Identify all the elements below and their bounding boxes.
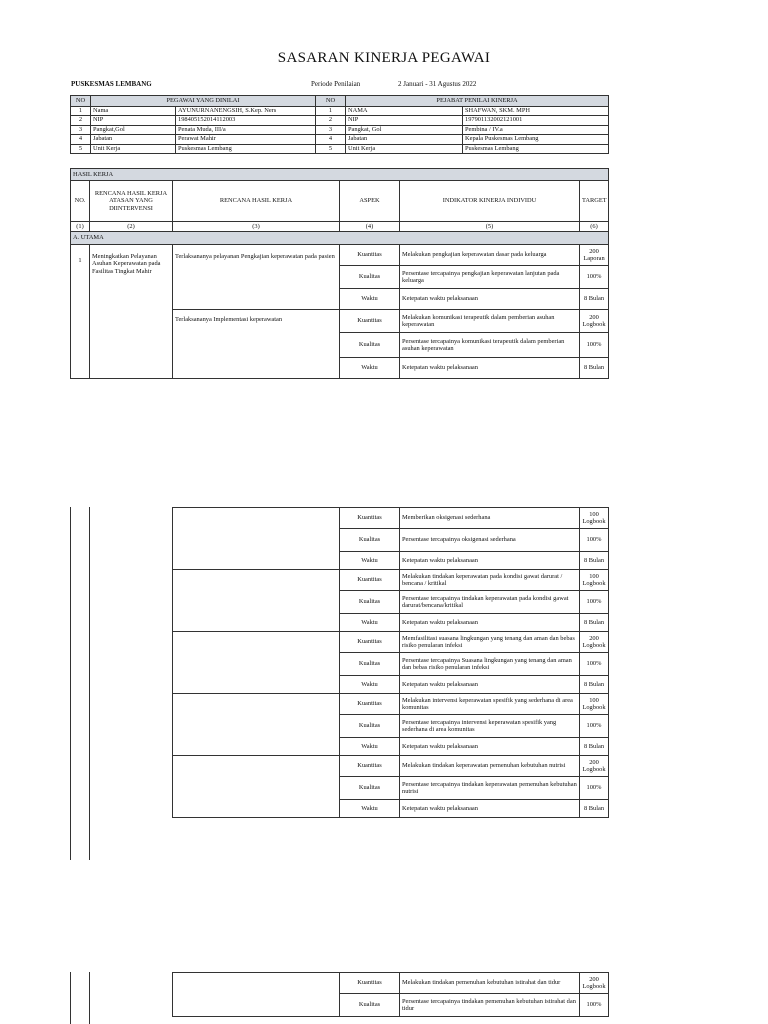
row-value: Puskesmas Lembang bbox=[176, 144, 316, 153]
row-label-2: Unit Kerja bbox=[346, 144, 463, 153]
row-value-2: Puskesmas Lembang bbox=[463, 144, 609, 153]
row-no: 1 bbox=[71, 107, 91, 116]
indikator-cell: Persentase tercapainya tindakan pemenuhan kebutuhan istirahat dan tidur bbox=[400, 994, 580, 1017]
indikator-cell: Melakukan tindakan keperawatan pemenuhan kebutuhan nutrisi bbox=[400, 756, 580, 777]
document-title: SASARAN KINERJA PEGAWAI bbox=[277, 50, 491, 66]
col-header-rhk: RENCANA HASIL KERJA bbox=[173, 181, 340, 222]
aspek-cell: Kuantitas bbox=[340, 756, 400, 777]
header-pejabat-penilai: PEJABAT PENILAI KINERJA bbox=[346, 96, 609, 107]
row-no-2: 3 bbox=[316, 125, 346, 134]
indikator-cell: Persentase tercapainya oksigenasi sederhana bbox=[400, 529, 580, 552]
target-cell: 100% bbox=[580, 529, 609, 552]
aspek-cell: Kuantitas bbox=[340, 245, 400, 266]
identity-row bbox=[71, 135, 609, 144]
hasil-kerja-table bbox=[70, 168, 609, 379]
section-hasil-kerja: HASIL KERJA bbox=[71, 169, 609, 181]
hasil-kerja-row bbox=[71, 245, 609, 266]
aspek-cell: Waktu bbox=[340, 289, 400, 310]
aspek-cell: Waktu bbox=[340, 738, 400, 756]
aspek-cell: Waktu bbox=[340, 676, 400, 694]
indikator-cell: Melakukan tindakan pemenuhan kebutuhan istirahat dan tidur bbox=[400, 973, 580, 994]
target-cell: 100 Logbook bbox=[580, 694, 609, 715]
row-no: 2 bbox=[71, 116, 91, 125]
col-number: (4) bbox=[340, 222, 400, 232]
aspek-cell: Kuantitas bbox=[340, 570, 400, 591]
organization-name: PUSKESMAS LEMBANG bbox=[71, 80, 152, 88]
target-cell: 8 Bulan bbox=[580, 552, 609, 570]
indikator-cell: Memberikan oksigenasi sederhana bbox=[400, 508, 580, 529]
identity-row bbox=[71, 116, 609, 125]
aspek-cell: Waktu bbox=[340, 552, 400, 570]
header-no-2: NO bbox=[316, 96, 346, 107]
aspek-cell: Waktu bbox=[340, 614, 400, 632]
header-pegawai-dinilai: PEGAWAI YANG DINILAI bbox=[91, 96, 316, 107]
aspek-cell: Kualitas bbox=[340, 994, 400, 1017]
row-no: 5 bbox=[71, 144, 91, 153]
indikator-cell: Ketepatan waktu pelaksanaan bbox=[400, 738, 580, 756]
rhk-plan-empty bbox=[173, 570, 340, 632]
target-cell: 100% bbox=[580, 994, 609, 1017]
aspek-cell: Kuantitas bbox=[340, 973, 400, 994]
page2-col-divider bbox=[89, 507, 90, 860]
target-cell: 8 Bulan bbox=[580, 800, 609, 818]
col-number: (2) bbox=[90, 222, 173, 232]
aspek-cell: Waktu bbox=[340, 358, 400, 379]
aspek-cell: Kualitas bbox=[340, 591, 400, 614]
row-value: 198405152014112003 bbox=[176, 116, 316, 125]
aspek-cell: Kuantitas bbox=[340, 508, 400, 529]
row-value-2: 197901132002121001 bbox=[463, 116, 609, 125]
target-cell: 200 Logbook bbox=[580, 632, 609, 653]
item-no: 1 bbox=[71, 245, 90, 379]
target-cell: 8 Bulan bbox=[580, 738, 609, 756]
row-value-2: Pembina / IV.a bbox=[463, 125, 609, 134]
row-label: NIP bbox=[91, 116, 176, 125]
page3-left-border bbox=[70, 972, 71, 1024]
period-value: 2 Januari - 31 Agustus 2022 bbox=[398, 80, 477, 88]
row-label-2: Jabatan bbox=[346, 135, 463, 144]
col-number: (1) bbox=[71, 222, 90, 232]
target-cell: 100% bbox=[580, 653, 609, 676]
rhk-plan-empty bbox=[173, 508, 340, 570]
col-header-indikator: INDIKATOR KINERJA INDIVIDU bbox=[400, 181, 580, 222]
rhk-plan: Terlaksananya pelayanan Pengkajian keperawatan pada pasien bbox=[173, 245, 340, 310]
target-cell: 8 Bulan bbox=[580, 289, 609, 310]
rhk-plan-empty bbox=[173, 756, 340, 818]
row-no-2: 5 bbox=[316, 144, 346, 153]
page2-left-border bbox=[70, 507, 71, 860]
aspek-cell: Kualitas bbox=[340, 333, 400, 358]
row-no-2: 1 bbox=[316, 107, 346, 116]
indikator-cell: Persentase tercapainya komunikasi terapeutik dalam pemberian asuhan keperawatan bbox=[400, 333, 580, 358]
row-value: Penata Muda, III/a bbox=[176, 125, 316, 134]
indikator-cell: Melakukan pengkajian keperawatan dasar pada keluarga bbox=[400, 245, 580, 266]
indicator-row bbox=[173, 756, 609, 777]
target-cell: 100% bbox=[580, 591, 609, 614]
indikator-cell: Ketepatan waktu pelaksanaan bbox=[400, 800, 580, 818]
aspek-cell: Kualitas bbox=[340, 777, 400, 800]
rhk-atasan: Meningkatkan Pelayanan Asuhan Keperawatan pada Fasilitas Tingkat Mahir bbox=[90, 245, 173, 379]
target-cell: 8 Bulan bbox=[580, 676, 609, 694]
indikator-cell: Ketepatan waktu pelaksanaan bbox=[400, 358, 580, 379]
target-cell: 200 Logbook bbox=[580, 310, 609, 333]
aspek-cell: Kualitas bbox=[340, 266, 400, 289]
indikator-cell: Ketepatan waktu pelaksanaan bbox=[400, 676, 580, 694]
page2-table bbox=[172, 507, 609, 818]
indikator-cell: Ketepatan waktu pelaksanaan bbox=[400, 614, 580, 632]
target-cell: 100% bbox=[580, 777, 609, 800]
group-utama: A. UTAMA bbox=[71, 232, 609, 245]
indicator-row bbox=[173, 632, 609, 653]
row-no-2: 4 bbox=[316, 135, 346, 144]
indicator-row bbox=[173, 694, 609, 715]
target-cell: 200 Logbook bbox=[580, 756, 609, 777]
aspek-cell: Waktu bbox=[340, 800, 400, 818]
col-number: (6) bbox=[580, 222, 609, 232]
indikator-cell: Melakukan tindakan keperawatan pada kondisi gawat darurat / bencana / kritikal bbox=[400, 570, 580, 591]
row-no: 3 bbox=[71, 125, 91, 134]
row-no: 4 bbox=[71, 135, 91, 144]
row-value-2: SHAFWAN, SKM. MPH bbox=[463, 107, 609, 116]
aspek-cell: Kualitas bbox=[340, 529, 400, 552]
target-cell: 100 Logbook bbox=[580, 570, 609, 591]
indikator-cell: Persentase tercapainya Suasana lingkungan yang tenang dan aman dan bebas risiko penularan infeksi bbox=[400, 653, 580, 676]
col-header-aspek: ASPEK bbox=[340, 181, 400, 222]
indicator-row bbox=[173, 973, 609, 994]
rhk-plan-empty bbox=[173, 694, 340, 756]
indikator-cell: Persentase tercapainya intervensi keperawatan spesifik yang sederhana di area komunitas bbox=[400, 715, 580, 738]
identity-row bbox=[71, 125, 609, 134]
row-label-2: NIP bbox=[346, 116, 463, 125]
col-number: (3) bbox=[173, 222, 340, 232]
rhk-plan: Terlaksananya Implementasi keperawatan bbox=[173, 310, 340, 379]
col-header-target: TARGET bbox=[580, 181, 609, 222]
aspek-cell: Kuantitas bbox=[340, 632, 400, 653]
row-value: Perawat Mahir bbox=[176, 135, 316, 144]
page3-col-divider bbox=[89, 972, 90, 1024]
identity-row bbox=[71, 144, 609, 153]
target-cell: 200 Laporan bbox=[580, 245, 609, 266]
row-no-2: 2 bbox=[316, 116, 346, 125]
rhk-plan-empty bbox=[173, 632, 340, 694]
col-header-rhk-atasan: RENCANA HASIL KERJA ATASAN YANG DIINTERVENSI bbox=[90, 181, 173, 222]
indikator-cell: Ketepatan waktu pelaksanaan bbox=[400, 289, 580, 310]
aspek-cell: Kuantitas bbox=[340, 694, 400, 715]
target-cell: 100 Logbook bbox=[580, 508, 609, 529]
header-no: NO bbox=[71, 96, 91, 107]
indikator-cell: Persentase tercapainya pengkajian keperawatan lanjutan pada keluarga bbox=[400, 266, 580, 289]
indikator-cell: Melakukan komunikasi terapeutik dalam pemberian asuhan keperawatan bbox=[400, 310, 580, 333]
target-cell: 8 Bulan bbox=[580, 614, 609, 632]
target-cell: 100% bbox=[580, 333, 609, 358]
target-cell: 8 Bulan bbox=[580, 358, 609, 379]
row-label: Pangkat,Gol bbox=[91, 125, 176, 134]
row-value-2: Kepala Puskesmas Lembang bbox=[463, 135, 609, 144]
col-number: (5) bbox=[400, 222, 580, 232]
col-header-no: NO. bbox=[71, 181, 90, 222]
row-label: Nama bbox=[91, 107, 176, 116]
period-label: Periode Penilaian bbox=[311, 80, 361, 88]
row-label-2: NAMA bbox=[346, 107, 463, 116]
target-cell: 100% bbox=[580, 266, 609, 289]
aspek-cell: Kualitas bbox=[340, 653, 400, 676]
row-label-2: Pangkat, Gol bbox=[346, 125, 463, 134]
aspek-cell: Kuantitas bbox=[340, 310, 400, 333]
indicator-row bbox=[173, 570, 609, 591]
indikator-cell: Memfasilitasi suasana lingkungan yang tenang dan aman dan bebas risiko penularan infeksi bbox=[400, 632, 580, 653]
indikator-cell: Persentase tercapainya tindakan keperawatan pada kondisi gawat darurat/bencana/kritikal bbox=[400, 591, 580, 614]
target-cell: 100% bbox=[580, 715, 609, 738]
indikator-cell: Melakukan intervensi keperawatan spesifik yang sederhana di area komunitas bbox=[400, 694, 580, 715]
row-value: AYUNURNANENGSIH, S.Kep. Ners bbox=[176, 107, 316, 116]
indicator-row bbox=[173, 508, 609, 529]
identity-row bbox=[71, 107, 609, 116]
indikator-cell: Ketepatan waktu pelaksanaan bbox=[400, 552, 580, 570]
row-label: Unit Kerja bbox=[91, 144, 176, 153]
page3-table bbox=[172, 972, 609, 1017]
target-cell: 200 Logbook bbox=[580, 973, 609, 994]
aspek-cell: Kualitas bbox=[340, 715, 400, 738]
indikator-cell: Persentase tercapainya tindakan keperawatan pemenuhan kebutuhan nutrisi bbox=[400, 777, 580, 800]
row-label: Jabatan bbox=[91, 135, 176, 144]
rhk-plan-empty bbox=[173, 973, 340, 1017]
identity-table bbox=[70, 95, 609, 154]
